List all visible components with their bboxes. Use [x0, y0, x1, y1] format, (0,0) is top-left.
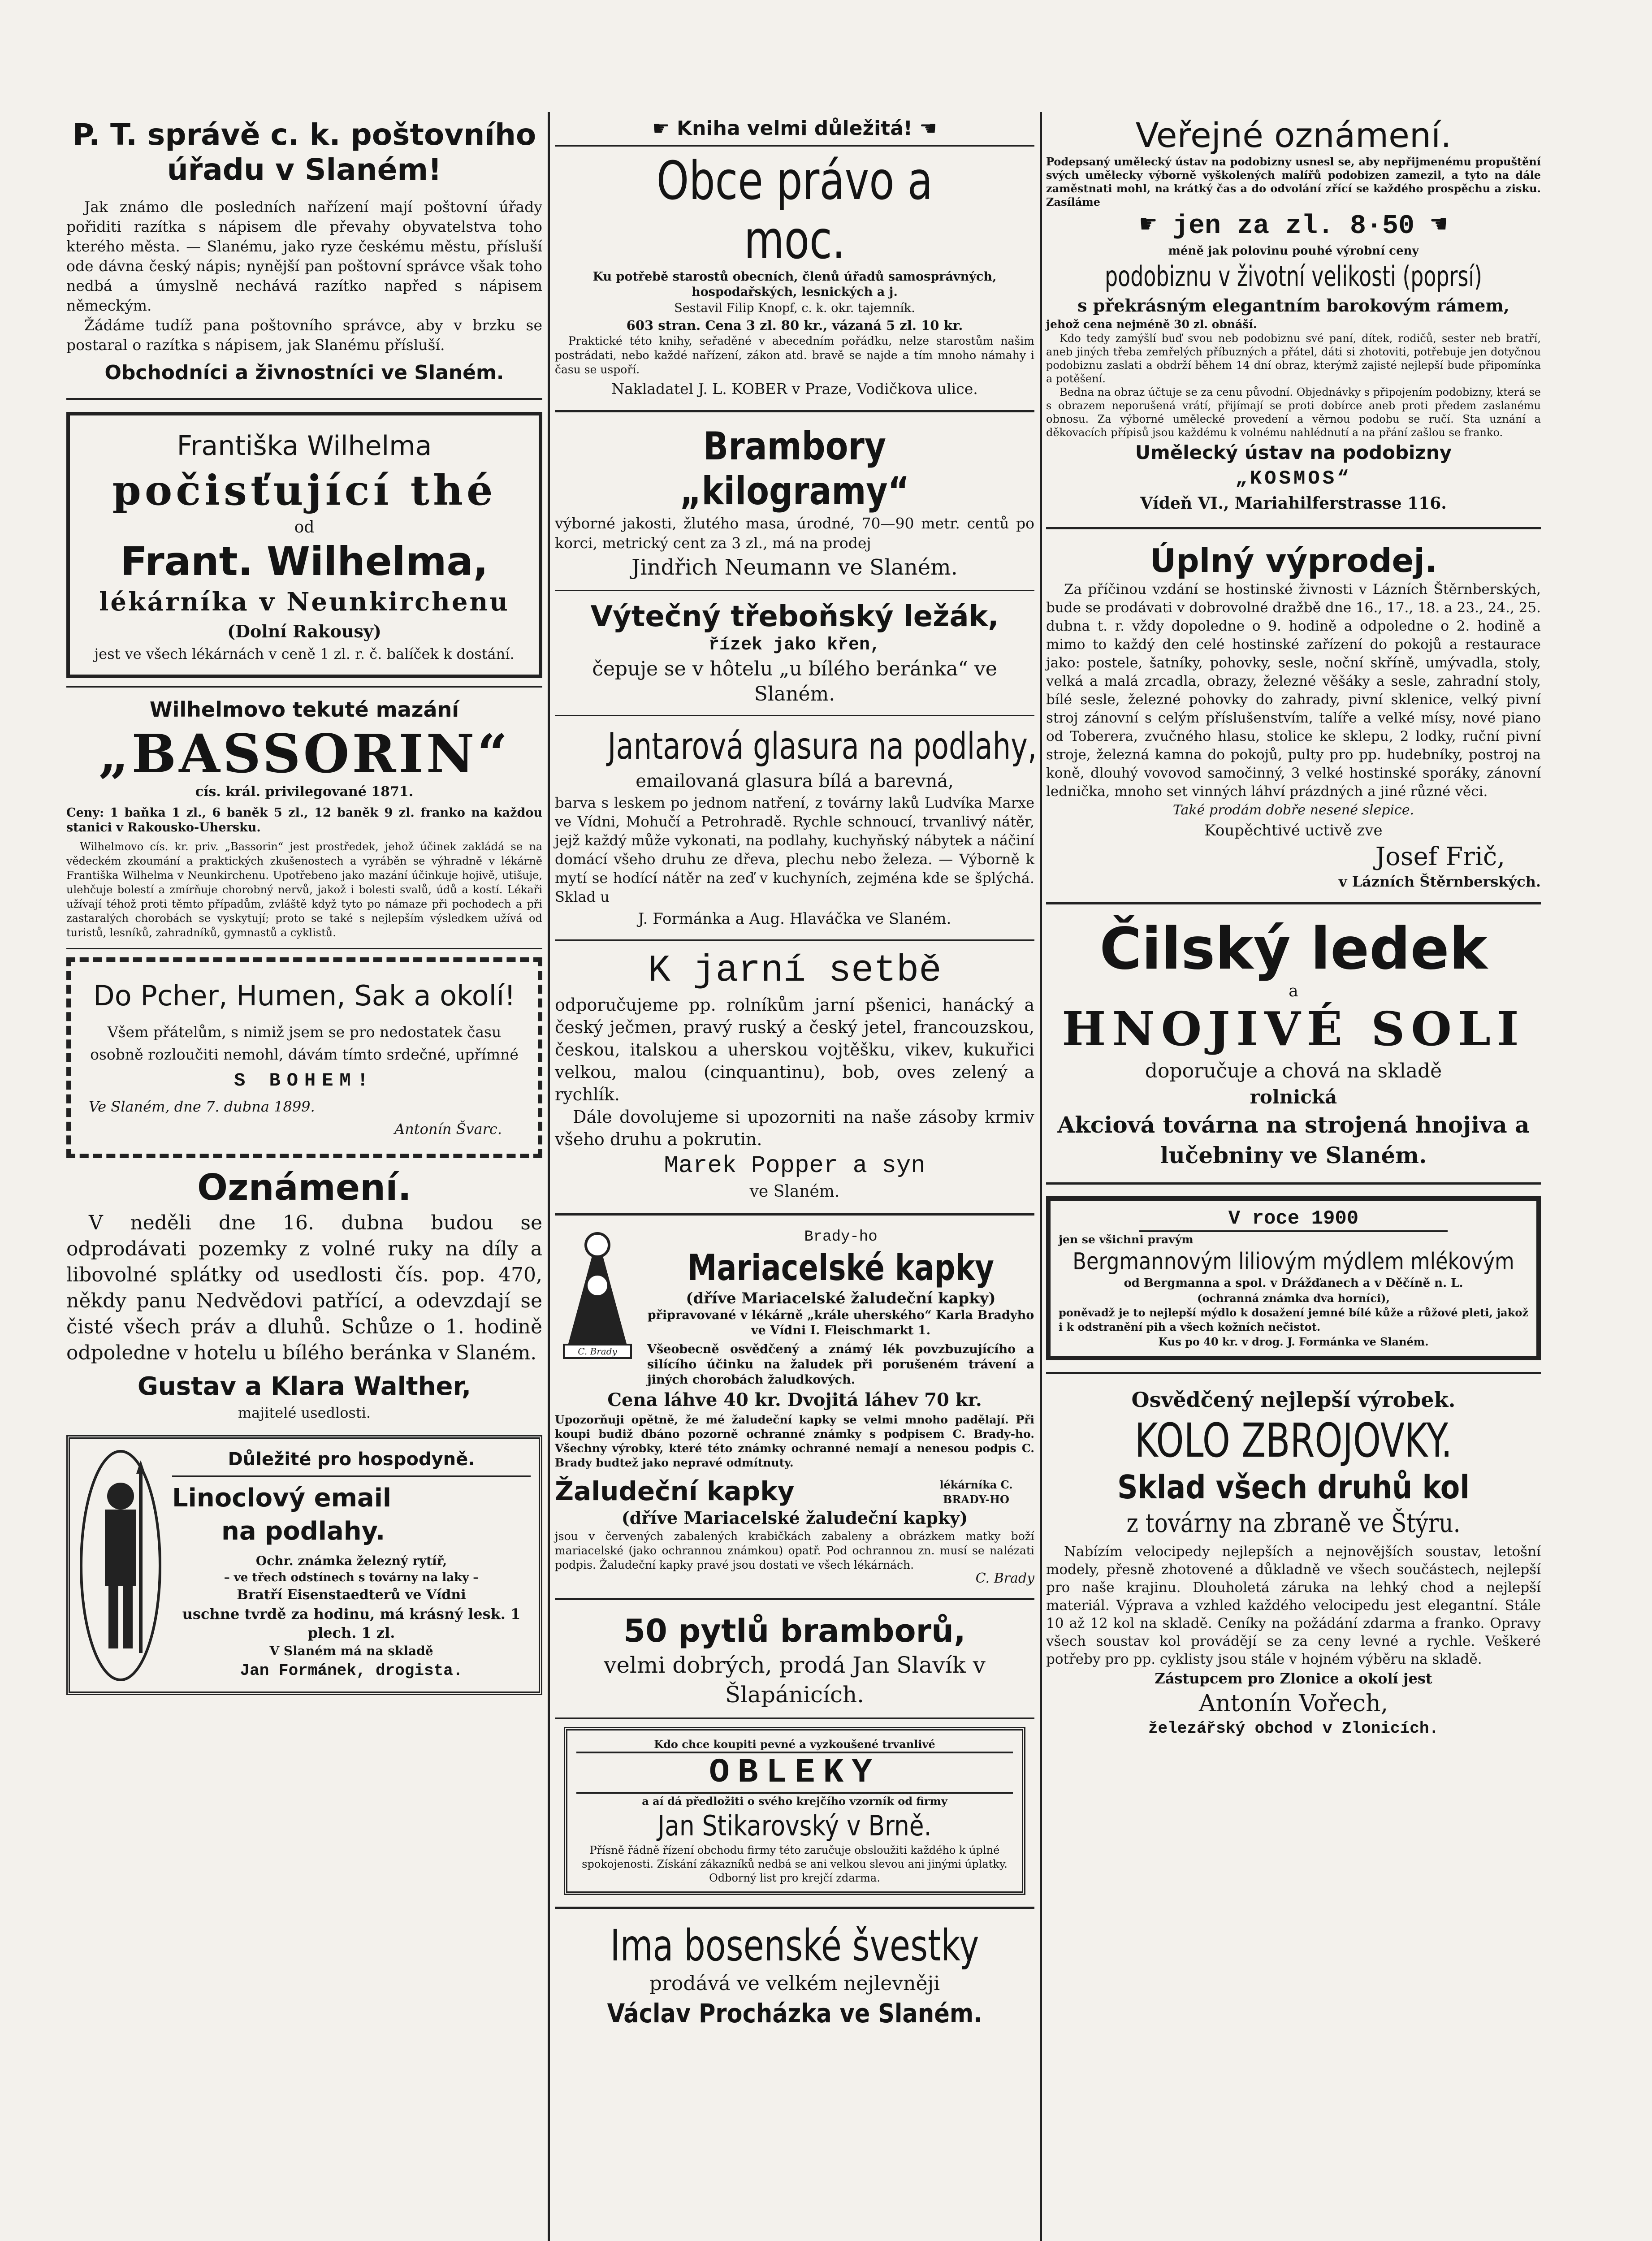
mydlo-year: V roce 1900: [1139, 1207, 1448, 1232]
separator: [1046, 1372, 1541, 1374]
linoleum-line-3: Bratří Eisenstaedterů ve Vídni: [237, 1587, 466, 1603]
ad-ledek: [1046, 916, 1541, 1171]
bassorin-prices: Ceny: 1 baňka 1 zl., 6 baněk 5 zl., 12 baněk 9 zl. franko na každou stanici v Rakousko-Uhersku.: [66, 806, 542, 835]
pcher-title: Do Pcher, Humen, Sak a okolí!: [93, 979, 515, 1012]
pcher-date: Ve Slaném, dne 7. dubna 1899.: [89, 1098, 315, 1115]
lezak-body: čepuje se v hôtelu „u bílého beránka“ ve Slaném.: [592, 658, 997, 705]
ad-kolo: [1046, 1386, 1541, 1739]
kniha-author: Sestavil Filip Knopf, c. k. okr. tajemník.: [674, 301, 915, 315]
ad-verejne: [1046, 116, 1541, 515]
ledek-title: Čilský ledek: [1099, 916, 1488, 982]
ledek-a: a: [1289, 982, 1298, 1000]
brambory-body: výborné jakosti, žlutého masa, úrodné, 70—90 metr. centů po korci, metrický cent za 3 zl., má na prodej: [555, 515, 1034, 552]
kapky-brand: Brady-ho: [804, 1229, 878, 1246]
lezak-title: Výtečný třeboňský ležák,: [590, 600, 999, 633]
kolo-sig: Antonín Vořech,: [1198, 1690, 1388, 1717]
madonna-trademark-icon: [555, 1227, 640, 1362]
mydlo-title: Bergmannovým liliovým mýdlem mlékovým: [1073, 1248, 1514, 1275]
obleky-body: Přísně řádně řízení obchodu firmy této zaručuje obsloužiti každého k úplné spokojenosti. Získání zákazníků nedbá se ani velkou slevou ani jinými úplatky. Odborný list pro krejčí zdarma.: [582, 1844, 1008, 1884]
ledek-firm: Akciová továrna na strojená hnojiva a lučebniny ve Slaném.: [1057, 1112, 1530, 1168]
separator: [66, 398, 542, 400]
kniha-body: Praktické této knihy, seřaděné v abecedním pořádku, nelze starostům našim postrádati, nebo každé nařízení, zákon atd. bravě se najde a tím mnoho námahy i času se uspoří.: [555, 334, 1034, 376]
bassorin-header: Wilhelmovo tekuté mazání: [149, 697, 459, 722]
kapky-warn: Upozorňuji opětně, že mé žaludeční kapky se velmi mnoho padělají. Při koupi budiž dbáno pozorně ochranné známky s podpisem C. Brady-ho. Všechny výrobky, které této známky ochranné nemají a nenesou podpis C. Brady budtež jako nepravé odmítnuty.: [555, 1413, 1034, 1469]
ad-pytlu: [555, 1612, 1034, 1709]
pytlu-body: velmi dobrých, prodá Jan Slavík v Šlapánicích.: [604, 1652, 986, 1708]
lezak-sub: řízek jako křen,: [708, 635, 881, 655]
verejne-body: Podepsaný umělecký ústav na podobizny usnesl se, aby nepřijmenému propuštění svých umělecky výborně vyškolených malířů podobizen zamezil, a tyto na dále zaměstnati mohl, na krátký čas a do odvolání zřící se každého prospěchu a zisku. Zasíláme: [1046, 155, 1541, 208]
kapky-sub: (dříve Mariacelské žaludeční kapky): [686, 1289, 996, 1307]
pointing-hand-icon: ☛: [1140, 211, 1172, 242]
obleky-pre-2: a aí dá předložiti o svého krejčího vzorník od firmy: [642, 1795, 947, 1808]
ad-setba: [555, 949, 1034, 1202]
vyprodej-sig: Josef Frič,: [1375, 842, 1505, 871]
pcher-body: Všem přátelům, s nimiž jsem se pro nedostatek času osobně rozloučiti nemohl, dávám tímto srdečné, upřímné: [90, 1023, 519, 1063]
obleky-firm: Jan Stikarovský v Brně.: [657, 1809, 932, 1842]
kniha-header: [555, 116, 1034, 142]
pointing-hand-icon: ☚: [1414, 211, 1447, 242]
linoleum-line-4: uschne tvrdě za hodinu, má krásný lesk. 1 plech. 1 zl.: [182, 1605, 521, 1641]
ad-wilhelm-tea: [66, 412, 542, 678]
ad-jantar: [555, 724, 1037, 931]
kapky-title: Mariacelské kapky: [687, 1247, 994, 1289]
posta-title: P. T. správě c. k. poštovního úřadu v Slaném!: [72, 117, 536, 187]
ad-vyprodej: [1046, 541, 1541, 891]
svestky-title: Ima bosenské švestky: [610, 1921, 979, 1971]
setba-seller: Marek Popper a syn: [664, 1152, 925, 1180]
separator: [555, 1907, 1034, 1909]
jantar-seller: J. Formánka a Aug. Hlaváčka ve Slaném.: [638, 910, 951, 928]
linoleum-line-5: V Slaném má na skladě: [269, 1644, 433, 1658]
mydlo-line-2: od Bergmanna a spol. v Drážďanech a v Děčíně n. L.: [1124, 1276, 1463, 1290]
linoleum-title-1: Linoclový email: [172, 1484, 392, 1513]
separator: [555, 1213, 1034, 1216]
pointing-hand-icon: ☚: [912, 117, 937, 140]
bassorin-text: Wilhelmovo cís. kr. priv. „Bassorin“ jest prostředek, jehož účinek zakládá se na vědeckém zkoumání a praktických zkušenostech a vyráběn se výhradně v lékárně Františka Wilhelma v Neunkirchenu. Upotřebeno jako mazání účinkuje hojivě, utišuje, ulehčuje bolestí a zmírňuje chorobný nervů, jakož i bolesti svalů, údů a kostí. Lékaři užívají téhož proti těmto případům, zvláště když tyto po námaze při pochodech a při zastaralých chorobách se vyskytují; proto se také s nejlepším výsledkem užívá od turistů, lesníků, zahradníků, gymnastů a cyklistů.: [66, 840, 542, 939]
kapky-title-2: Žaludeční kapky: [555, 1476, 795, 1506]
kniha-header-text: Kniha velmi důležitá!: [677, 117, 912, 140]
kolo-title-3: z továrny na zbraně ve Štýru.: [1126, 1508, 1461, 1538]
ad-brambory: [555, 424, 1034, 582]
mydlo-line-4: poněvadž je to nejlepší mýdlo k dosažení jemné bílé kůže a růžové pleti, jakož i k odstranění pih a všech kožních nečistot.: [1059, 1306, 1528, 1333]
jantar-body: barva s leskem po jednom natření, z továrny laků Ludvíka Marxe ve Vídni, Mohučí a Petrohradě. Rychle schnoucí, trvanlivý nátěr, jejž každý může vykonati, na podlahy, kuchyňský nábytek a náčiní domácí všeho druhu ze dřeva, plechu nebo železa. — Výborně k mytí se hodící nátěr na zeď v kuchyních, zejména kde se šplýchá. Sklad u: [555, 794, 1034, 905]
verejne-body-3: Bedna na obraz účtuje se za cenu původní. Objednávky s připojením podobizny, která se s obrazem neporušená vrátí, přijímají se proti dobírce aneb proti předem zaslanému obnosu. Za výborné umělecké provedení a věrnou podobu se ručí. Sta uznání a děkovacích přípisů jsou každému k volnému nahlédnutí a na přání zašlou se franko.: [1046, 386, 1541, 439]
bassorin-name: „BASSORIN“: [98, 722, 510, 785]
ad-obleky: [564, 1727, 1025, 1895]
vyprodej-note: Také prodám dobře nesené slepice.: [1172, 802, 1414, 818]
svestky-body: prodává ve velkém nejlevněji: [649, 1972, 940, 1995]
column-2: [555, 116, 1037, 2030]
tea-line-2: počisťující thé: [112, 466, 497, 515]
linoleum-line-1: Ochr. známka železný rytíř,: [255, 1553, 447, 1568]
verejne-title-2: podobiznu v životní velikosti (poprsí): [1104, 260, 1482, 293]
separator: [66, 948, 542, 949]
column-rule-right: [1040, 112, 1042, 2241]
kolo-rep: Zástupcem pro Zlonice a okolí jest: [1155, 1670, 1432, 1687]
kolo-body: Nabízím velocipedy nejlepších a nejnovějších soustav, letošní modely, přesně zhotovené a důkladně ve všech součástech, nejlepší pro naše krajinu. Dlouholetá záruka na lehký chod a nejlepší materiál. Výprava a vzhled každého velocipedu jest elegantní. Stále 10 až 12 kol na skladě. Ceníky na požádání zdarma a franko. Opravy všech soustav kol provádějí se za ceny levné a rychle. Veškeré potřeby pro pp. cyklisty jsou stále v hojném výběru na skladě.: [1046, 1544, 1541, 1667]
posta-body-2: Žádáme tudíž pana poštovního správce, aby v brzku se postaral o razítka s nápisem, jak Slanému přísluší.: [66, 316, 542, 354]
oznameni-subsig: majitelé usedlosti.: [238, 1404, 371, 1421]
verejne-price-row: [1046, 209, 1541, 244]
vyprodej-inv: Koupěchtivé uctivě zve: [1204, 822, 1383, 839]
verejne-sub: méně jak polovinu pouhé výrobní ceny: [1168, 244, 1419, 258]
kniha-title: Obce právo a moc.: [656, 150, 933, 271]
ad-bassorin: [66, 696, 542, 940]
linoleum-header: Důležité pro hospodyně.: [172, 1447, 531, 1477]
separator: [555, 590, 1034, 591]
verejne-firm: Umělecký ústav na podobizny: [1135, 441, 1452, 463]
pcher-sbohem: S BOHEM!: [234, 1070, 375, 1091]
ad-mydlo: [1046, 1196, 1541, 1360]
jantar-title: Jantarová glasura na podlahy,: [607, 725, 1037, 768]
separator: [555, 1598, 1034, 1600]
ad-linoleum: [66, 1435, 542, 1695]
verejne-sub-3: jehož cena nejméně 30 zl. obnáší.: [1046, 318, 1257, 331]
kapky-foot: jsou v červených zabalených krabičkách zabaleny a obrázkem matky boží mariacelské (jako ochrannou známkou) opatř. Pod ochrannou zn. musí se nalézati podpis. Žaludeční kapky pravé jsou dostati ve všech lékárnách.: [555, 1530, 1034, 1571]
linoleum-line-6: Jan Formánek, drogista.: [240, 1661, 463, 1680]
madonna-signature: C. Brady: [578, 1346, 617, 1357]
setba-body: odporučujeme pp. rolníkům jarní pšenici, hanácký a český ječmen, pravý ruský a český jetel, francouzskou, českou, italskou a uherskou vojtěšku, vikev, kukuřici velkou, malou (cinquantinu), bob, oves zelený a rychlík.: [555, 995, 1034, 1104]
svestky-seller: Václav Procházka ve Slaném.: [607, 1998, 982, 2029]
setba-place: ve Slaném.: [749, 1182, 840, 1201]
obleky-pre: Kdo chce koupiti pevné a vyzkoušené trvanlivé: [654, 1738, 935, 1751]
tea-line-4: Frant. Wilhelma,: [120, 538, 489, 584]
separator: [555, 1718, 1034, 1719]
verejne-body-2: Kdo tedy zamýšlí buď svou neb podobiznu své paní, dítek, rodičů, sester neb bratří, aneb jiných třeba zemřelých příbuzných a přátel, dáti si zhotoviti, potřebuje jen dotyčnou podobiznu zaslati a obdrží během 14 dní obraz, kterýmž zajisté nejlepší bude připomínka a potěšení.: [1046, 332, 1541, 385]
knight-trademark-icon: [78, 1447, 163, 1684]
kniha-sub: Ku potřebě starostů obecních, členů úřadů samosprávných, hospodařských, lesnických a j.: [592, 270, 997, 299]
separator: [1046, 902, 1541, 904]
kapky-title-2-row: [555, 1475, 1034, 1507]
ledek-title-2: HNOJIVÉ SOLI: [1062, 1001, 1525, 1056]
verejne-firm-2: „KOSMOS“: [1235, 467, 1352, 490]
kolo-title-2: Sklad všech druhů kol: [1117, 1468, 1470, 1506]
kapky-title-2-side: lékárníka C. BRADY-HO: [939, 1478, 1013, 1506]
kapky-signature: C. Brady: [975, 1570, 1034, 1586]
oznameni-body: V neděli dne 16. dubna budou se odprodávati pozemky z volné ruky na díly a libovolné splátky od usedlosti čís. pop. 470, někdy panu Nedvědovi patřící, a odevzdají se čisté všech práv a dluhů. Schůze o 1. hodině odpoledne v hotelu u bílého beránka v Slaném.: [66, 1211, 542, 1364]
kapky-body: Všeobecně osvědčený a známý lék povzbuzujícího a silícího účinku na žaludek při porušeném trávení a jiných chorobách žaludkových.: [647, 1342, 1034, 1387]
ad-pcher: [66, 957, 542, 1158]
column-rule-left: [548, 112, 550, 2241]
tea-line-7: jest ve všech lékárnách v ceně 1 zl. r. č. balíček k dostání.: [94, 645, 515, 662]
kapky-price: Cena láhve 40 kr. Dvojitá láhev 70 kr.: [607, 1389, 982, 1410]
posta-body: Jak známo dle posledních nařízení mají poštovní úřady pořiditi razítka s nápisem dle převahy obyvatelstva toho kterého města. — Slanému, jako ryze českému městu, přísluší ode dávna český nápis; nynější pan poštovní správce však toho nedbá a úmyslně nechává razítko napřed s nápisem německým.: [66, 198, 542, 314]
obleky-title: OBLEKY: [576, 1752, 1013, 1794]
setba-title: K jarní setbě: [648, 950, 942, 992]
vyprodej-body: Za příčinou vzdání se hostinské živnosti v Lázních Štěrnberských, bude se prodávati v dobrovolné dražbě dne 16., 17., 18. a 23., 24., 25. dubna t. r. vždy dopoledne o 9. hodině a odpoledne o 2. hodině a mimo to každý den celé hostinské zařízení do pokojů a restaurace jako: postele, šatníky, pohovky, sesle, noční skříně, umývadla, stoly, velká a malá zrcadla, obrazy, železné věšáky a sesle, zahradní stoly, bílé sesle, železné pohovky do zahrady, pivní sklenice, velký pivní stroj zánovní s celým příslušenstvím, talíře a velké mísy, nové piano od Toberera, zvučného hlasu, stolice ke sklepu, 2 lodky, ruční pivní stroje, železná kamna do pokojů, pulty pro pp. hudebníky, postroj na koně, dlouhý vovovod samočinný, 3 velké hostinské sporáky, zánovní lednička, mnoho set vinných láhví prázdných a jiné různé věci.: [1046, 581, 1541, 800]
kniha-price: 603 stran. Cena 3 zl. 80 kr., vázaná 5 zl. 10 kr.: [626, 318, 963, 333]
mydlo-line-1: jen se všichni pravým: [1059, 1233, 1194, 1246]
mydlo-line-3: (ochranná známka dva horníci),: [1197, 1292, 1390, 1305]
jantar-sub: emailovaná glasura bílá a barevná,: [636, 771, 954, 792]
tea-line-1: Františka Wilhelma: [177, 430, 432, 462]
oznameni-title: Oznámení.: [197, 1167, 411, 1208]
verejne-addr: Vídeň VI., Mariahilferstrasse 116.: [1140, 494, 1447, 513]
separator: [555, 145, 1034, 147]
column-3: [1046, 116, 1541, 1739]
kolo-sig-2: železářský obchod v Zlonicích.: [1148, 1719, 1439, 1738]
ad-lezak: [555, 599, 1034, 707]
ledek-body: doporučuje a chová na skladě: [1145, 1060, 1442, 1082]
kolo-head: Osvědčený nejlepší výrobek.: [1131, 1388, 1456, 1412]
posta-signature: Obchodníci a živnostníci ve Slaném.: [104, 361, 504, 384]
tea-line-5: lékárníka v Neunkirchenu: [99, 587, 510, 617]
linoleum-title-2: na podlahy.: [221, 1517, 385, 1546]
verejne-price: jen za zl. 8·50: [1172, 211, 1415, 242]
pytlu-title: 50 pytlů bramborů,: [623, 1613, 966, 1649]
separator: [1046, 1182, 1541, 1185]
linoleum-line-2: – ve třech odstínech s továrny na laky –: [224, 1571, 479, 1584]
mydlo-line-5: Kus po 40 kr. v drog. J. Formánka ve Slaném.: [1158, 1335, 1429, 1348]
ad-oznameni: [66, 1165, 542, 1422]
brambory-title: Brambory „kilogramy“: [679, 424, 910, 514]
vyprodej-sigplace: v Lázních Štěrnberských.: [1338, 873, 1541, 890]
ledek-body-2: rolnická: [1250, 1086, 1337, 1108]
kniha-publisher: Nakladatel J. L. KOBER v Praze, Vodičkova ulice.: [611, 380, 978, 398]
brambory-seller: Jindřich Neumann ve Slaném.: [631, 555, 958, 580]
ad-posta: [66, 117, 542, 386]
ad-kapky: [555, 1227, 1034, 1586]
tea-line-6: (Dolní Rakousy): [227, 621, 381, 641]
ad-kniha: [555, 116, 1034, 398]
setba-body-2: Dále dovolujeme si upozorniti na naše zásoby krmiv všeho druhu a pokrutin.: [555, 1107, 1034, 1149]
verejne-title: Veřejné oznámení.: [1135, 115, 1452, 155]
verejne-sub-2: s překrásným elegantním barokovým rámem,: [1077, 295, 1509, 316]
separator: [1046, 527, 1541, 529]
pcher-signature: Antonín Švarc.: [394, 1120, 502, 1138]
column-1: [66, 117, 542, 1695]
separator: [555, 715, 1034, 716]
pointing-hand-icon: ☛: [652, 117, 677, 140]
kapky-title-2-sub: (dříve Mariacelské žaludeční kapky): [621, 1508, 968, 1528]
kolo-title: KOLO ZBROJOVKY.: [1134, 1413, 1453, 1468]
kapky-prep: připravované v lékárně „krále uherského“ Karla Bradyho ve Vídni I. Fleischmarkt 1.: [647, 1308, 1034, 1337]
tea-line-3: od: [294, 518, 315, 536]
separator: [555, 939, 1034, 941]
separator: [555, 410, 1034, 412]
oznameni-signature: Gustav a Klara Walther,: [137, 1372, 471, 1401]
vyprodej-title: Úplný výprodej.: [1150, 542, 1437, 580]
bassorin-privilege: cís. král. privilegované 1871.: [195, 784, 414, 800]
separator: [66, 686, 542, 688]
ad-svestky: [555, 1921, 1034, 2030]
